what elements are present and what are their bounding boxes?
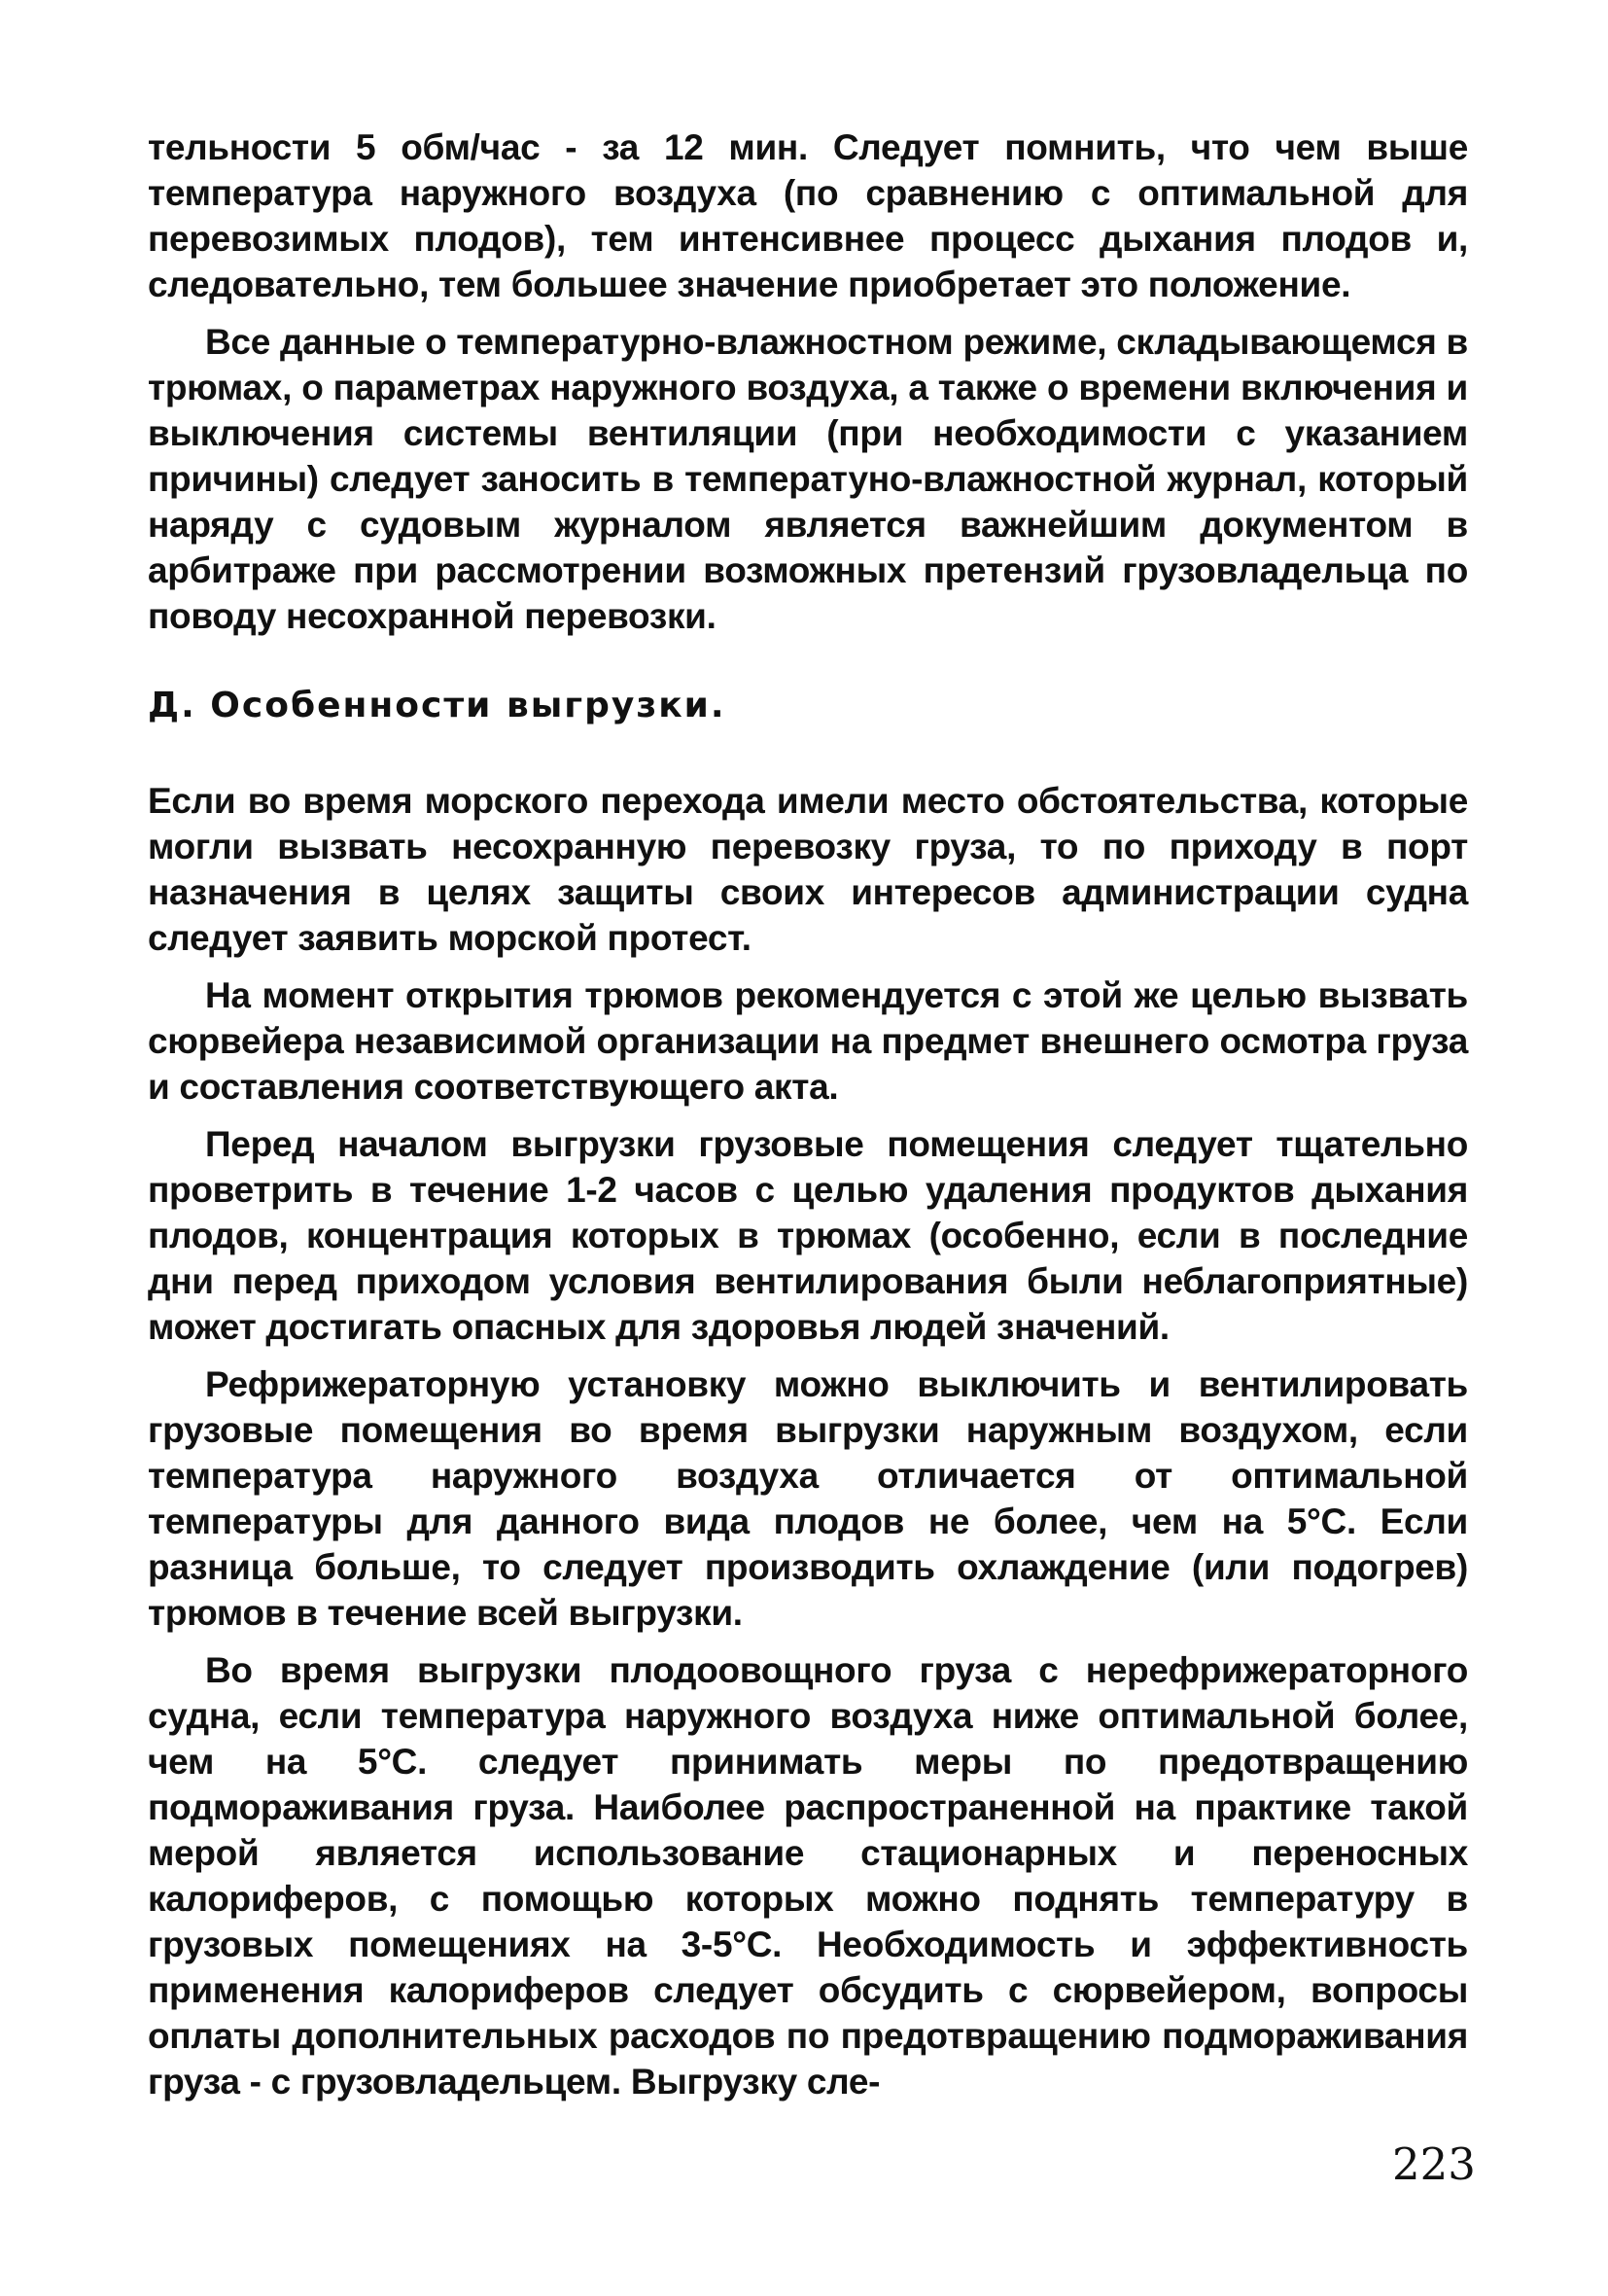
top-text-block [148,124,1468,651]
paragraph-surveyor: На момент открытия трюмов рекомендуется с этой же целью вызвать сюрвейера независимой организации на предмет внешнего осмотра груза и составления соответствующего акта. [148,975,1468,1107]
paragraph-continuation: тельности 5 обм/час - за 12 мин. Следует помнить, что чем выше температура наружного воздуха (по сравнению с оптимальной для перевозимых плодов), тем интенсивнее процесс дыхания плодов и, следовательно, тем большее значение приобретает это положение. [148,127,1468,304]
paragraph-protest: Если во время морского перехода имели место обстоятельства, которые могли вызвать несохранную перевозку груза, то по приходу в порт назначения в целях защиты своих интересов администрации судна следует заявить морской протест. [148,781,1468,958]
paragraph-journal: Все данные о температурно-влажностном режиме, складывающемся в трюмах, о параметрах наружного воздуха, а также о времени включения и выключения системы вентиляции (при необходимости с указанием причины) следует заносить в температуно-влажностной журнал, который наряду с судовым журналом является важнейшим документом в арбитраже при рассмотрении возможных претензий грузовладельца по поводу несохранной перевозки. [148,322,1468,636]
section-heading: Д. Особенности выгрузки. [148,686,726,725]
page-number: 223 [1392,2138,1476,2190]
section-text-block [148,778,1468,2116]
paragraph-refrigeration: Рефрижераторную установку можно выключить и вентилировать грузовые помещения во время выгрузки наружным воздухом, если температура наружного воздуха отличается от оптимальной температуры для данного вида плодов не более, чем на 5°С. Если разница больше, то следует производить охлаждение (или подогрев) трюмов в течение всей выгрузки. [148,1364,1468,1633]
paragraph-heaters: Во время выгрузки плодоовощного груза с нерефрижераторного судна, если температура наружного воздуха ниже оптимальной более, чем на 5°С. следует принимать меры по предотвращению подмораживания груза. Наиболее распространенной на практике такой мерой является использование стационарных и переносных калориферов, с помощью которых можно поднять температуру в грузовых помещениях на 3-5°С. Необходимость и эффективность применения калориферов следует обсудить с сюрвейером, вопросы оплаты дополнительных расходов по предотвращению подмораживания груза - с грузовладельцем. Выгрузку сле- [148,1650,1468,2102]
paragraph-ventilation: Перед началом выгрузки грузовые помещения следует тщательно проветрить в течение 1-2 часов с целью удаления продуктов дыхания плодов, концентрация которых в трюмах (особенно, если в последние дни перед приходом условия вентилирования были неблагоприятные) может достигать опасных для здоровья людей значений. [148,1124,1468,1347]
